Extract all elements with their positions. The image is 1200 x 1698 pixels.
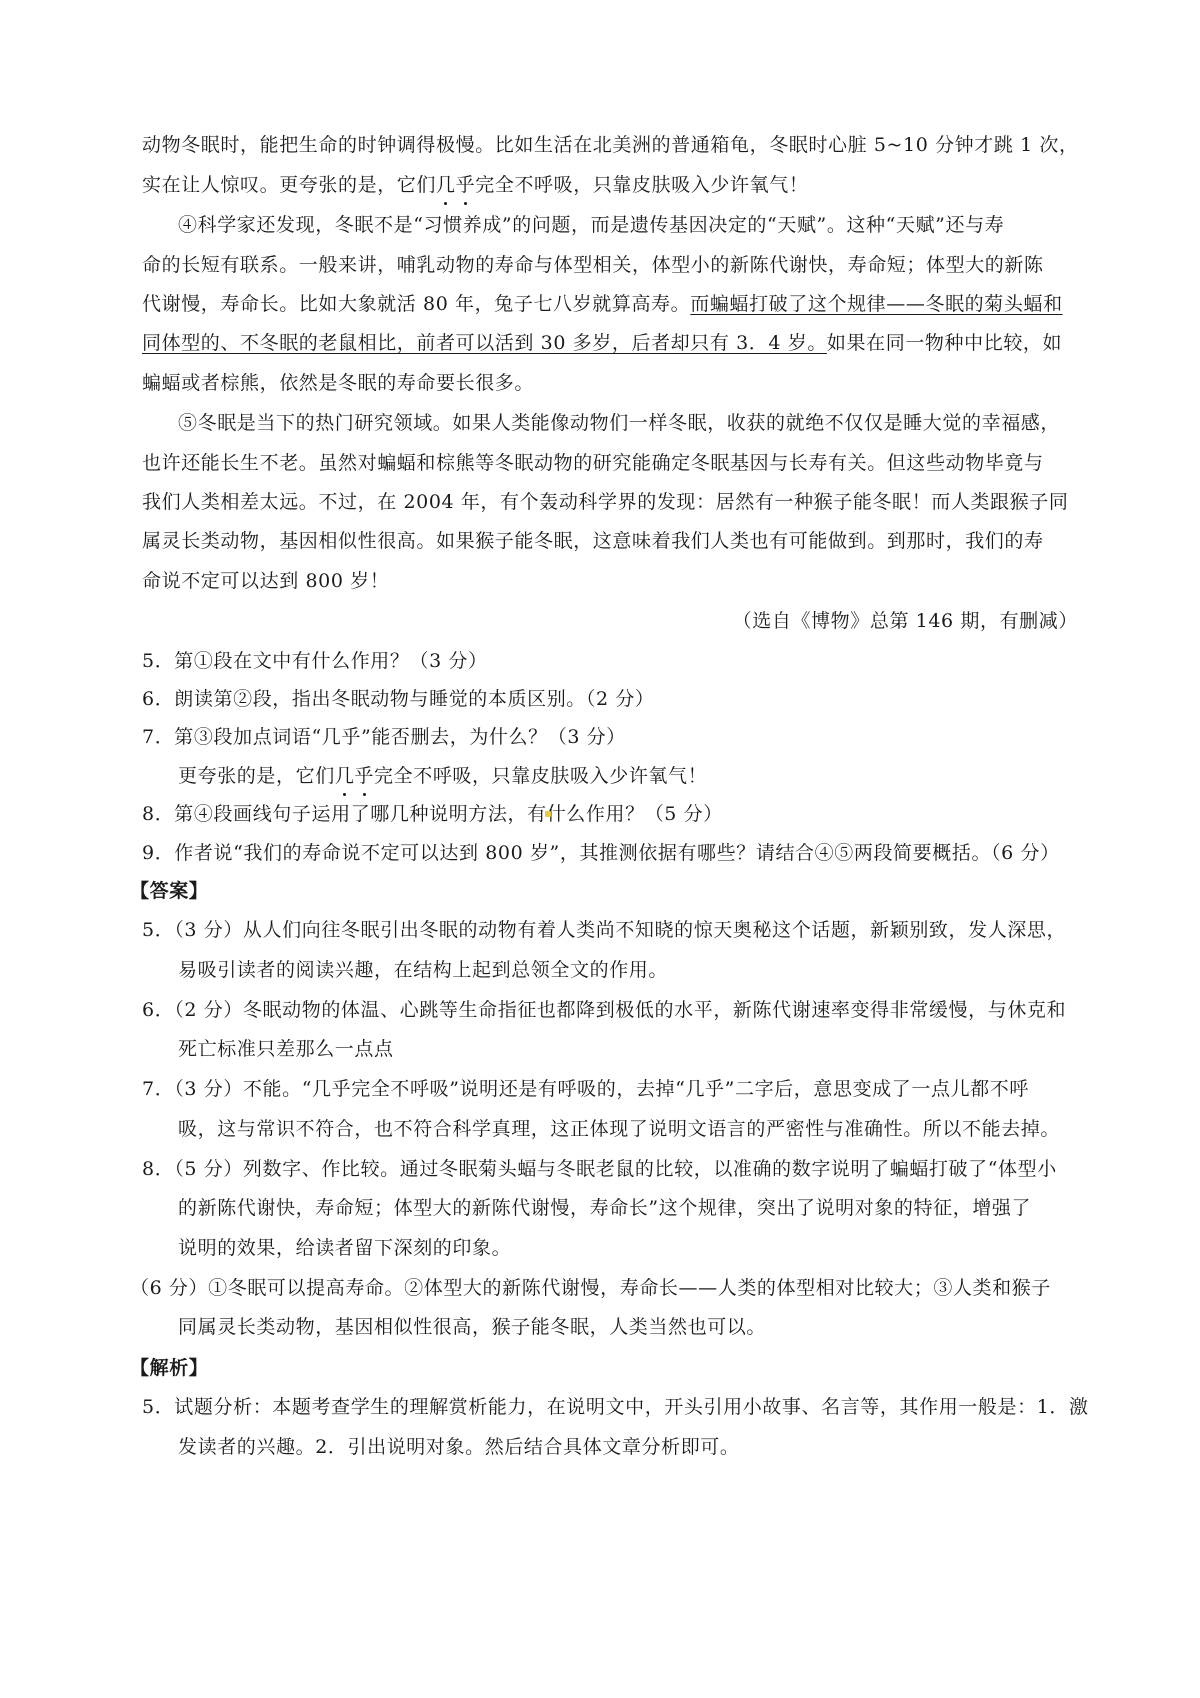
passage-p5-line1: ⑤冬眠是当下的热门研究领域。如果人类能像动物们一样冬眠，收获的就绝不仅仅是睡大觉的幸福感， [178,412,1061,434]
passage-p5-line4: 属灵长类动物，基因相似性很高。如果猴子能冬眠，这意味着我们人类也有可能做到。到那时，我们的寿 [142,530,1044,552]
passage-p5-line5: 命说不定可以达到 800 岁！ [142,570,390,592]
question-6: 6．朗读第②段，指出冬眠动物与睡觉的本质区别。（2 分） [142,688,655,710]
quote-emphasis-dot-hu: 乎 [354,765,375,787]
answer-7-line2: 吸，这与常识不符合，也不符合科学真理，这正体现了说明文语言的严密性与准确性。所以不能去掉。 [178,1118,1061,1140]
question-7: 7．第③段加点词语“几乎”能否删去，为什么？（3 分） [142,726,626,748]
passage-p3-line2-text-b: 完全不呼吸，只靠皮肤吸入少许氧气！ [475,174,809,196]
passage-p4-line3 [142,291,1063,317]
question-7-quote-text-a: 更夸张的是，它们 [178,765,335,787]
passage-p4-line5: 蝙蝠或者棕熊，依然是冬眠的寿命要长很多。 [142,372,535,394]
passage-p4-line1: ④科学家还发现，冬眠不是“习惯养成”的问题，而是遗传基因决定的“天赋”。这种“天赋”还与寿 [178,214,1005,236]
answer-8-line3: 说明的效果，给读者留下深刻的印象。 [178,1237,512,1259]
answer-9-line2: 同属灵长类动物，基因相似性很高，猴子能冬眠，人类当然也可以。 [178,1316,767,1338]
emphasis-dot-hu: 乎 [455,174,476,196]
question-8-text-a: 8．第④段画线句子运用了哪几种说明方法，有 [142,803,547,825]
analysis-5-line2: 发读者的兴趣。2．引出说明对象。然后结合具体文章分析即可。 [178,1436,740,1458]
answer-8-line2: 的新陈代谢快，寿命短；体型大的新陈代谢慢，寿命长”这个规律，突出了说明对象的特征，增强了 [178,1197,1032,1219]
answer-9-line1: （6 分）①冬眠可以提高寿命。②体型大的新陈代谢慢，寿命长——人类的体型相对比较大；③人类和猴子 [130,1277,1051,1299]
source-citation: （选自《博物》总第 146 期，有删减） [732,610,1078,632]
passage-p4-line4 [142,330,1062,356]
answer-5-line2: 易吸引读者的阅读兴趣，在结构上起到总领全文的作用。 [178,959,669,981]
analysis-5-line1: 5．试题分析：本题考查学生的理解赏析能力，在说明文中，开头引用小故事、名言等，其作用一般是：1．激 [142,1396,1089,1418]
underlined-sentence-part1: 而蝙蝠打破了这个规律——冬眠的菊头蝠和 [690,293,1063,315]
passage-p3-line2-text-a: 实在让人惊叹。更夸张的是，它们 [142,174,437,196]
passage-p4-line4-text: 如果在同一物种中比较，如 [826,332,1063,354]
passage-p4-line2: 命的长短有联系。一般来讲，哺乳动物的寿命与体型相关，体型小的新陈代谢快，寿命短；体型大的新陈 [142,254,1044,276]
passage-p4-line3-text: 代谢慢，寿命长。比如大象就活 80 年，兔子七八岁就算高寿。 [142,293,691,315]
answer-7-line1: 7．（3 分）不能。“几乎完全不呼吸”说明还是有呼吸的，去掉“几乎”二字后，意思变成了一点儿都不呼 [142,1078,1029,1100]
passage-p5-line3: 我们人类相差太远。不过，在 2004 年，有个轰动科学界的发现：居然有一种猴子能冬眠！而人类跟猴子同 [142,491,1069,513]
passage-p3-line1: 动物冬眠时，能把生命的时钟调得极慢。比如生活在北美洲的普通箱龟，冬眠时心脏 5~10 分钟才跳 1 次， [142,134,1079,156]
question-9: 9．作者说“我们的寿命说不定可以达到 800 岁”，其推测依据有哪些？请结合④⑤两段简要概括。（6 分） [142,842,1060,864]
question-5: 5．第①段在文中有什么作用？（3 分） [142,650,488,672]
question-7-quote-text-b: 完全不呼吸，只靠皮肤吸入少许氧气！ [374,765,708,787]
passage-p3-line2 [142,172,808,198]
answer-6-line1: 6．（2 分）冬眠动物的体温、心跳等生命指征也都降到极低的水平，新陈代谢速率变得非常缓慢，与休克和 [142,999,1067,1021]
quote-emphasis-dot-ji: 几 [334,765,355,787]
passage-p5-line2: 也许还能长生不老。虽然对蝙蝠和棕熊等冬眠动物的研究能确定冬眠基因与长寿有关。但这些动物毕竟与 [142,452,1044,474]
question-7-quote [178,763,707,789]
question-8 [142,801,723,827]
answer-6-line2: 死亡标准只差那么一点点 [178,1038,394,1060]
underlined-sentence-part2: 同体型的、不冬眠的老鼠相比，前者可以活到 30 多岁，后者却只有 3．4 岁。 [142,332,827,354]
question-8-text-b: 什么作用？（5 分） [546,803,723,825]
answers-heading: 【答案】 [130,880,209,902]
answer-5-line1: 5．（3 分）从人们向往冬眠引出冬眠的动物有着人类尚不知晓的惊天奥秘这个话题，新颖别致，发人深思， [142,919,1067,941]
answer-8-line1: 8．（5 分）列数字、作比较。通过冬眠菊头蝠与冬眠老鼠的比较，以准确的数字说明了蝙蝠打破了“体型小 [142,1158,1057,1180]
analysis-heading: 【解析】 [130,1357,209,1379]
emphasis-dot-ji: 几 [436,174,456,196]
